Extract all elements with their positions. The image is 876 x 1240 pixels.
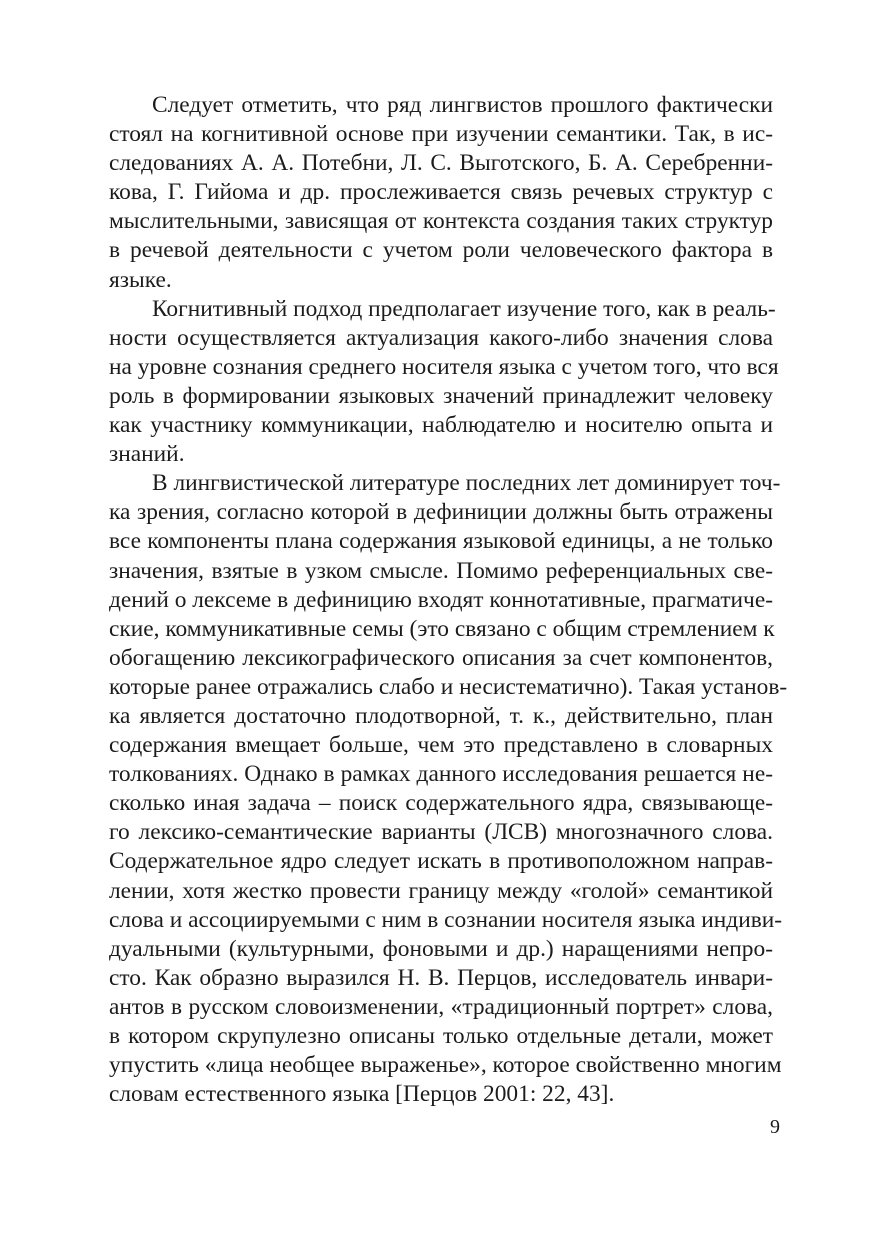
text-line: ские, коммуникативные семы (это связано с общим стремлением к bbox=[109, 615, 775, 642]
text-line: словам естественного языка [Перцов 2001: 22, 43]. bbox=[109, 1081, 615, 1108]
paragraph bbox=[109, 295, 779, 470]
paragraph bbox=[109, 469, 788, 1109]
text-line: на уровне сознания среднего носителя языка с учетом того, что вся bbox=[109, 353, 779, 380]
text-line: дений о лексеме в дефиницию входят коннотативные, прагматиче- bbox=[109, 586, 773, 613]
text-line: кова, Г. Гийома и др. прослеживается связь речевых структур с bbox=[109, 179, 773, 206]
text-line: все компоненты плана содержания языковой единицы, а не только bbox=[109, 528, 773, 555]
text-line: лении, хотя жестко провести границу между «голой» семантикой bbox=[109, 877, 773, 904]
text-line: Следует отметить, что ряд лингвистов прошлого фактически bbox=[152, 92, 773, 118]
page-number: 9 bbox=[770, 1116, 780, 1138]
text-line: ка является достаточно плодотворной, т. к., действительно, план bbox=[109, 702, 773, 729]
text-line: ности осуществляется актуализация какого-либо значения слова bbox=[109, 324, 773, 351]
text-line: содержания вмещает больше, чем это представлено в словарных bbox=[109, 732, 773, 759]
body-text bbox=[109, 91, 788, 1109]
text-line: антов в русском словоизменении, «традиционный портрет» слова, bbox=[109, 993, 773, 1020]
text-line: мыслительными, зависящая от контекста создания таких структур bbox=[109, 208, 773, 235]
text-line: Когнитивный подход предполагает изучение того, как в реаль- bbox=[152, 295, 776, 322]
text-line: толкованиях. Однако в рамках данного исследования решается не- bbox=[109, 761, 773, 788]
text-line: обогащению лексикографического описания за счет компонентов, bbox=[109, 644, 773, 671]
text-line: в речевой деятельности с учетом роли человеческого фактора в bbox=[109, 237, 773, 264]
text-line: слова и ассоциируемыми с ним в сознании носителя языка индиви- bbox=[109, 906, 783, 933]
text-line: упустить «лица необщее выраженье», которое свойственно многим bbox=[109, 1052, 782, 1079]
text-line: роль в формировании языковых значений принадлежит человеку bbox=[109, 382, 773, 409]
paragraph bbox=[109, 91, 773, 295]
text-line: следованиях А. А. Потебни, Л. С. Выготского, Б. А. Серебренни- bbox=[109, 150, 773, 177]
text-line: которые ранее отражались слабо и несистематично). Такая установ- bbox=[109, 673, 788, 700]
text-line: сто. Как образно выразился Н. В. Перцов, исследователь инвари- bbox=[109, 964, 773, 991]
text-line: значения, взятые в узком смысле. Помимо референциальных све- bbox=[109, 557, 773, 584]
text-line: В лингвистической литературе последних лет доминирует точ- bbox=[152, 470, 781, 497]
text-line: го лексико-семантические варианты (ЛСВ) многозначного слова. bbox=[109, 819, 773, 846]
text-line: сколько иная задача – поиск содержательного ядра, связывающе- bbox=[109, 790, 773, 817]
text-line: в котором скрупулезно описаны только отдельные детали, может bbox=[109, 1023, 773, 1049]
text-line: ка зрения, согласно которой в дефиниции должны быть отражены bbox=[109, 499, 773, 526]
text-line: языке. bbox=[109, 266, 172, 293]
text-line: дуальными (культурными, фоновыми и др.) наращениями непро- bbox=[109, 935, 773, 962]
text-line: стоял на когнитивной основе при изучении семантики. Так, в ис- bbox=[109, 121, 773, 148]
text-line: Содержательное ядро следует искать в противоположном направ- bbox=[109, 848, 773, 875]
text-line: как участнику коммуникации, наблюдателю и носителю опыта и bbox=[109, 412, 773, 439]
text-line: знаний. bbox=[109, 441, 185, 468]
